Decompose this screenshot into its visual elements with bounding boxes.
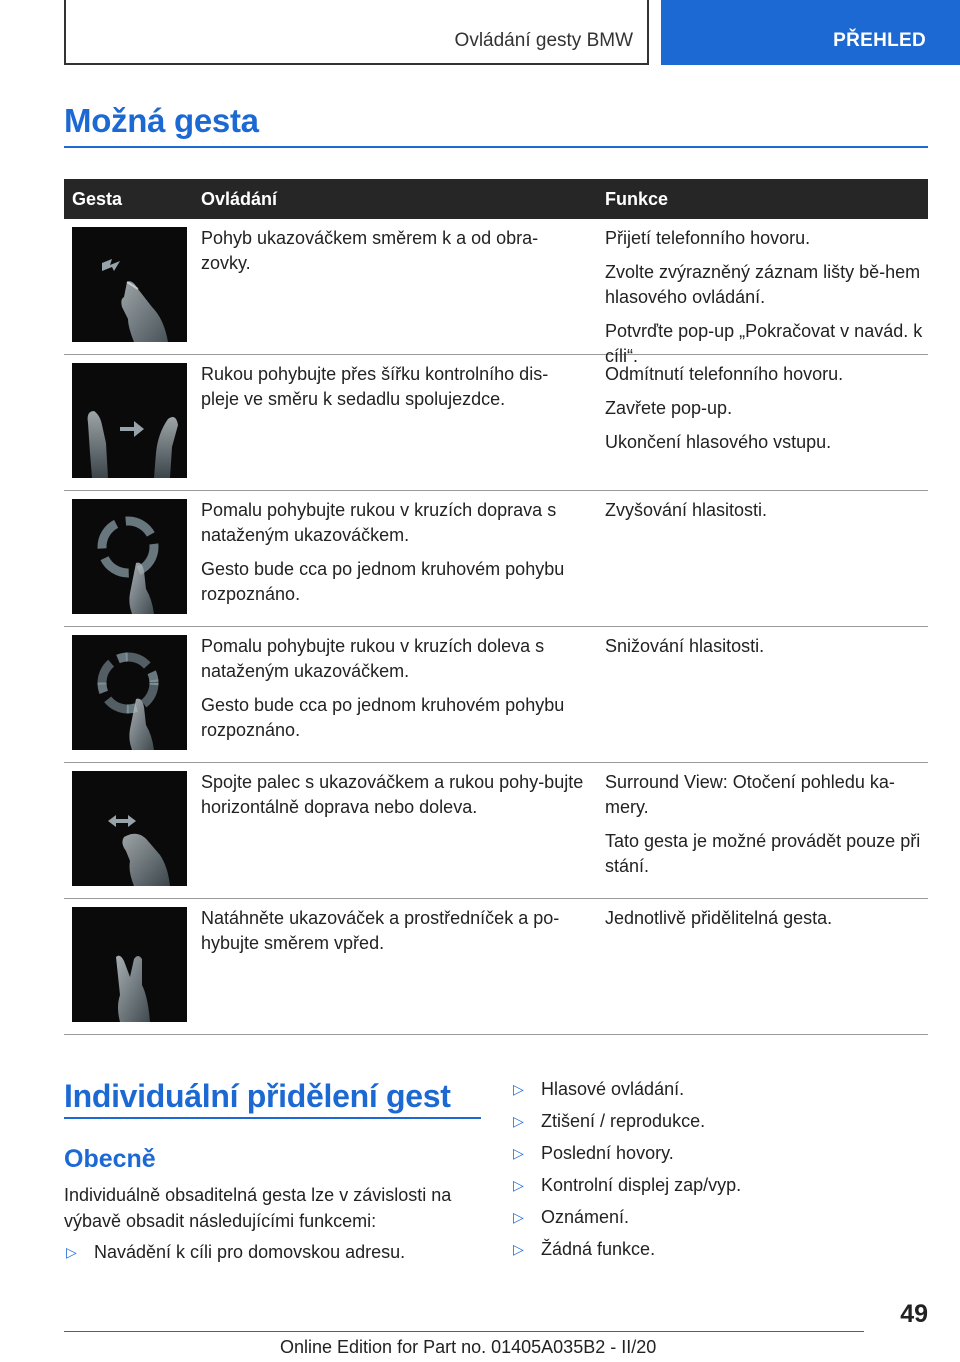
pinch-swipe-horizontal-icon <box>72 771 187 886</box>
two-fingers-forward-icon <box>72 907 187 1022</box>
table-row <box>64 219 928 366</box>
table-row <box>64 491 928 627</box>
bullet-list-right <box>511 1073 741 1265</box>
function-text: Potvrďte pop-up „Pokračovat v navád. k cíli“. <box>605 321 923 366</box>
control-text: Spojte palec s ukazováčkem a rukou pohy-bujte horizontálně doprava nebo doleva. <box>201 772 584 817</box>
function-text: Surround View: Otočení pohledu ka-mery. <box>605 772 895 817</box>
gesture-table <box>64 179 928 1035</box>
subsection-title: Obecně <box>64 1145 156 1173</box>
triangle-bullet-icon: ▷ <box>513 1209 524 1225</box>
control-text: Pomalu pohybujte rukou v kruzích doleva s nataženým ukazováčkem. <box>201 636 545 681</box>
bullet-list-left <box>64 1236 405 1268</box>
function-text: Přijetí telefonního hovoru. <box>605 228 811 248</box>
table-row <box>64 355 928 491</box>
function-text: Odmítnutí telefonního hovoru. <box>605 364 844 384</box>
table-row <box>64 899 928 1035</box>
table-row <box>64 763 928 899</box>
title-divider <box>64 146 928 148</box>
column-header-gesture: Gesta <box>72 189 123 209</box>
triangle-bullet-icon: ▷ <box>513 1241 524 1257</box>
function-text: Tato gesta je možné provádět pouze při stání. <box>605 831 921 876</box>
column-header-control: Ovládání <box>201 189 278 209</box>
hand-swipe-toward-display-icon <box>72 227 187 342</box>
table-header <box>64 179 928 219</box>
table-row <box>64 627 928 763</box>
section-label: PŘEHLED <box>833 30 926 51</box>
list-item: ▷ Ztišení / reprodukce. <box>511 1105 741 1137</box>
function-text: Zvolte zvýrazněný záznam lišty bě-hem hlasového ovládání. <box>605 262 921 307</box>
function-text: Zvyšování hlasitosti. <box>605 500 768 520</box>
list-item: ▷ Hlasové ovládání. <box>511 1073 741 1105</box>
control-text: Natáhněte ukazováček a prostředníček a po-hybujte směrem vpřed. <box>201 908 560 953</box>
control-text: Gesto bude cca po jednom kruhovém pohybu rozpoznáno. <box>201 695 565 740</box>
list-item: ▷ Poslední hovory. <box>511 1137 741 1169</box>
triangle-bullet-icon: ▷ <box>66 1244 77 1260</box>
section-divider <box>64 1117 481 1119</box>
header-section-tab[interactable] <box>661 0 960 65</box>
function-text: Zavřete pop-up. <box>605 398 733 418</box>
edition-text: Online Edition for Part no. 01405A035B2 - II/20 <box>280 1337 657 1357</box>
function-text: Ukončení hlasového vstupu. <box>605 432 832 452</box>
header-chapter-box <box>64 0 649 65</box>
circle-clockwise-gesture-icon <box>72 499 187 614</box>
footer-divider <box>64 1331 864 1332</box>
circle-counterclockwise-gesture-icon <box>72 635 187 750</box>
triangle-bullet-icon: ▷ <box>513 1177 524 1193</box>
column-header-function: Funkce <box>605 189 669 209</box>
control-text: Rukou pohybujte přes šířku kontrolního dis-pleje ve směru k sedadlu spolujezdce. <box>201 364 549 409</box>
list-item: ▷ Navádění k cíli pro domovskou adresu. <box>64 1236 405 1268</box>
list-item: ▷ Oznámení. <box>511 1201 741 1233</box>
list-item: ▷ Žádná funkce. <box>511 1233 741 1265</box>
triangle-bullet-icon: ▷ <box>513 1113 524 1129</box>
function-text: Jednotlivě přidělitelná gesta. <box>605 908 833 928</box>
control-text: Pohyb ukazováčkem směrem k a od obra-zovky. <box>201 228 539 273</box>
triangle-bullet-icon: ▷ <box>513 1145 524 1161</box>
section-title: Individuální přidělení gest <box>64 1078 451 1114</box>
list-item: ▷ Kontrolní displej zap/vyp. <box>511 1169 741 1201</box>
page-number: 49 <box>900 1300 928 1328</box>
page-title: Možná gesta <box>64 102 259 139</box>
control-text: Pomalu pohybujte rukou v kruzích doprava s nataženým ukazováčkem. <box>201 500 557 545</box>
intro-paragraph: Individuálně obsaditelná gesta lze v závislosti na výbavě obsadit následujícími funkcemi: <box>64 1185 452 1231</box>
triangle-bullet-icon: ▷ <box>513 1081 524 1097</box>
control-text: Gesto bude cca po jednom kruhovém pohybu rozpoznáno. <box>201 559 565 604</box>
hand-swipe-across-icon <box>72 363 187 478</box>
chapter-title: Ovládání gesty BMW <box>454 30 633 51</box>
function-text: Snižování hlasitosti. <box>605 636 765 656</box>
